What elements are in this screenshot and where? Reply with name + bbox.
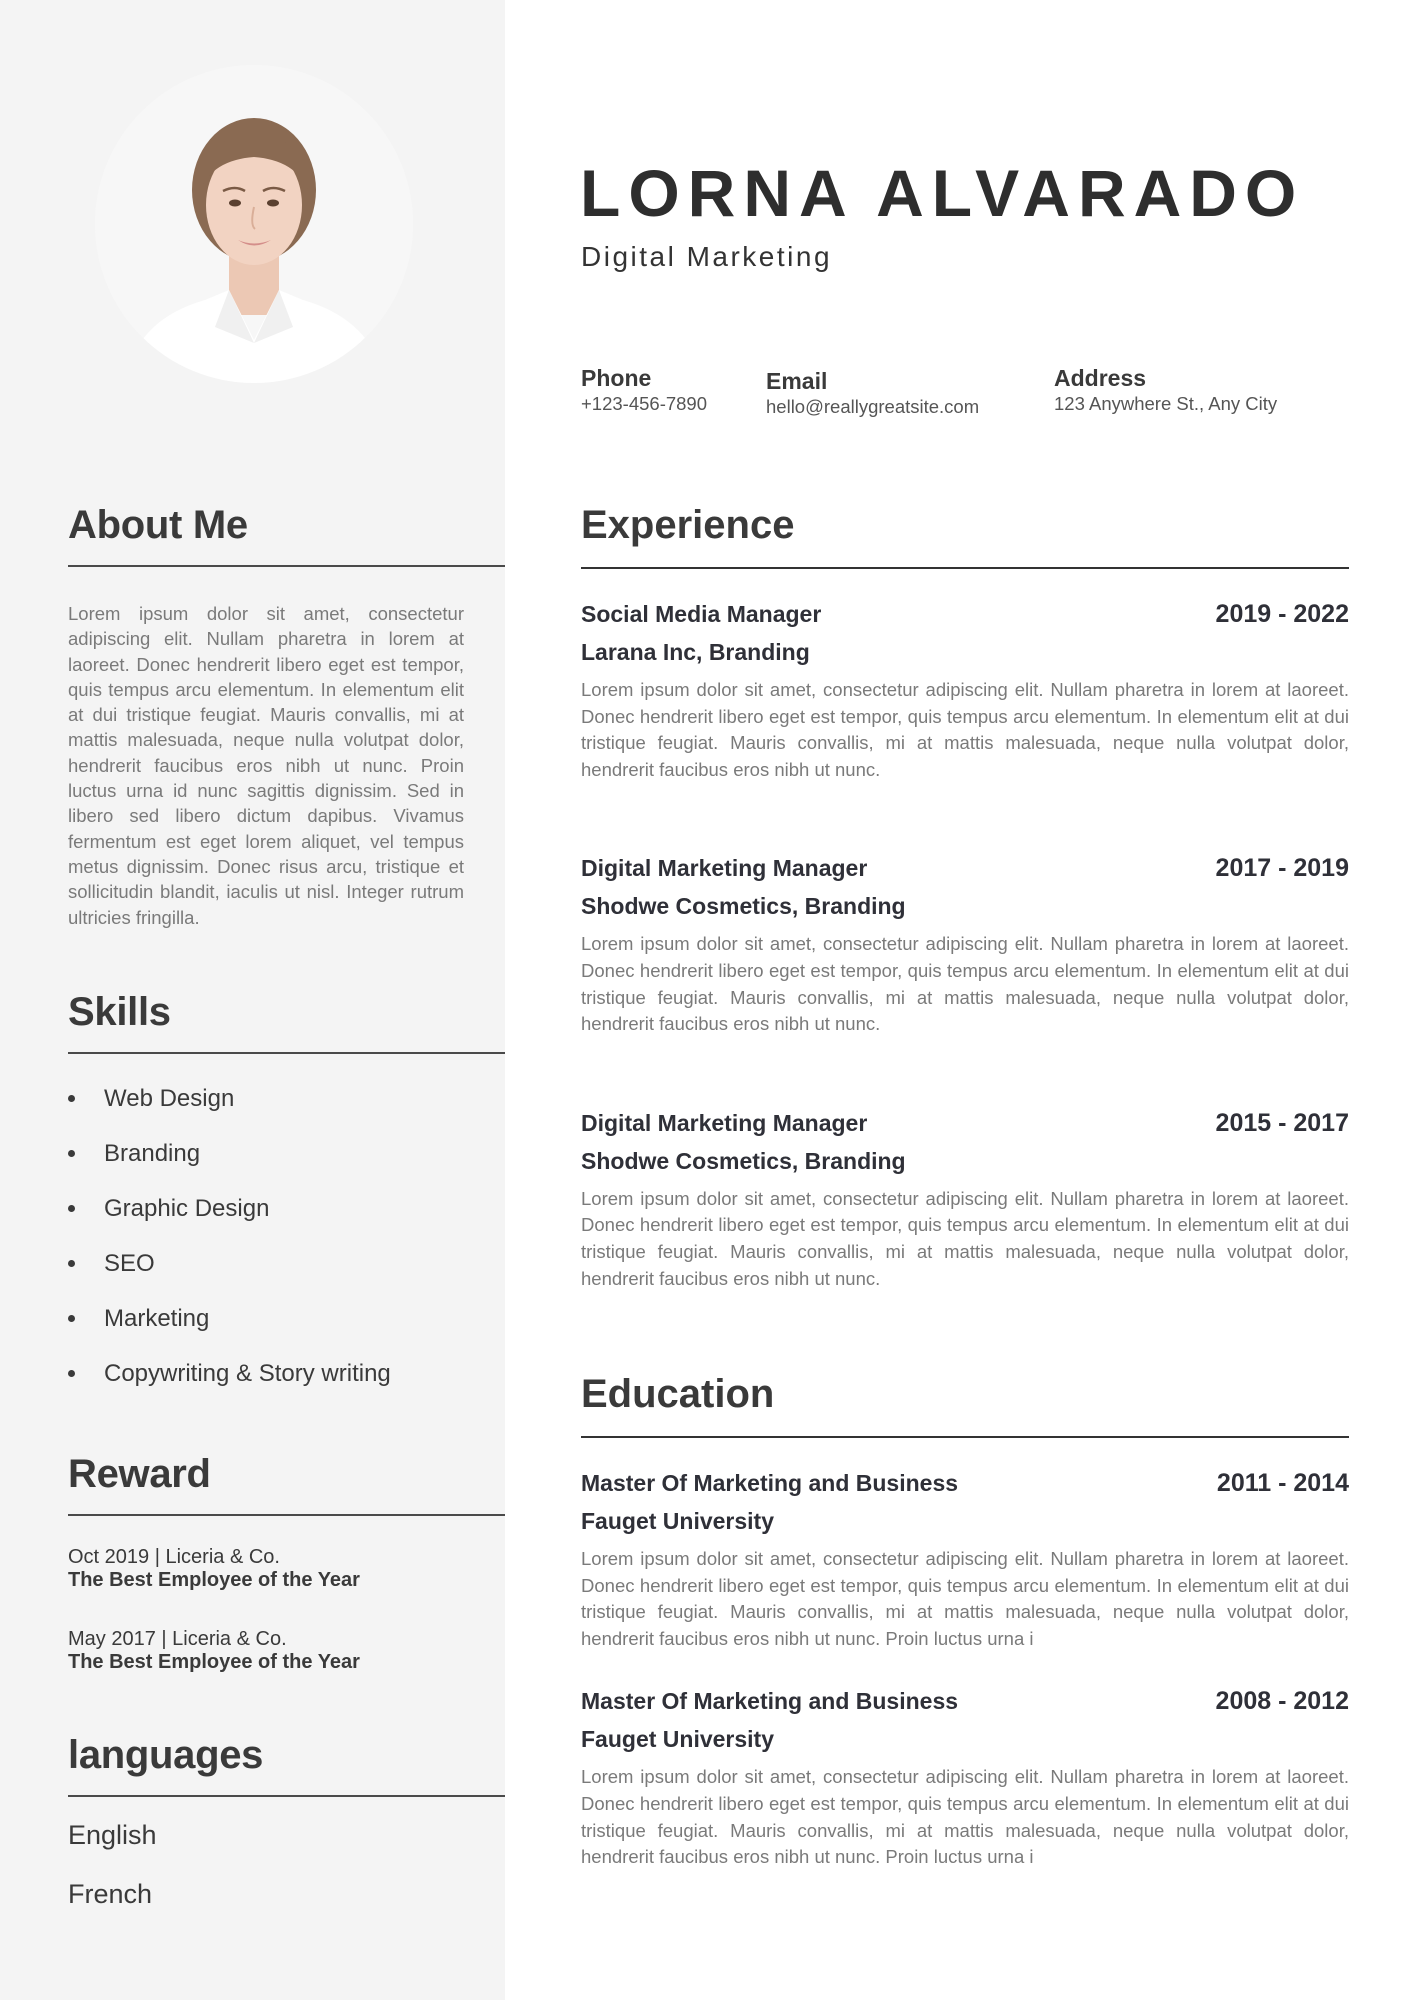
experience-entry xyxy=(581,599,1349,783)
email-label: Email xyxy=(766,368,828,394)
experience-entry xyxy=(581,853,1349,1037)
bullet-icon xyxy=(68,1150,75,1157)
profile-photo xyxy=(95,65,413,383)
skill-label: Web Design xyxy=(104,1085,235,1112)
reward-title: The Best Employee of the Year xyxy=(68,1569,360,1591)
education-entry xyxy=(581,1686,1349,1870)
entry-title: Digital Marketing Manager xyxy=(581,855,868,882)
sidebar xyxy=(0,0,505,2000)
experience-divider xyxy=(581,567,1349,569)
entry-org: Shodwe Cosmetics, Branding xyxy=(581,893,906,920)
experience-section xyxy=(581,503,1349,1292)
entry-years: 2008 - 2012 xyxy=(1215,1687,1349,1716)
address-label: Address xyxy=(1054,365,1147,391)
entry-description: Lorem ipsum dolor sit amet, consectetur adipiscing elit. Nullam pharetra in lorem at laoreet. Donec hendrerit libero eget est tempor, quis tempus arcu elementum. In elementum elit at dui tristique feugiat. Mauris convallis, mi at mattis malesuada, neque nulla volutpat dolor, hendrerit faucibus eros nibh ut nunc. xyxy=(581,679,1349,780)
bullet-icon xyxy=(68,1260,75,1267)
about-heading: About Me xyxy=(68,503,248,547)
skills-list xyxy=(68,1084,505,1414)
about-divider xyxy=(68,565,505,567)
languages-heading: languages xyxy=(68,1733,264,1777)
reward-title: The Best Employee of the Year xyxy=(68,1651,360,1673)
entry-org: Fauget University xyxy=(581,1508,774,1534)
skill-item xyxy=(68,1359,505,1414)
contact-address xyxy=(1054,364,1277,416)
reward-heading: Reward xyxy=(68,1452,211,1496)
job-role: Digital Marketing xyxy=(581,241,833,272)
skill-item xyxy=(68,1304,505,1359)
skill-label: SEO xyxy=(104,1250,155,1277)
skill-item xyxy=(68,1249,505,1304)
reward-divider xyxy=(68,1514,505,1516)
address-value: 123 Anywhere St., Any City xyxy=(1054,393,1278,414)
skill-label: Branding xyxy=(104,1140,201,1167)
experience-entry xyxy=(581,1108,1349,1292)
entry-org: Fauget University xyxy=(581,1726,774,1753)
email-value: hello@reallygreatsite.com xyxy=(766,396,980,417)
skill-item xyxy=(68,1084,505,1139)
language-item: English xyxy=(68,1820,157,1850)
education-divider xyxy=(581,1436,1349,1438)
contact-email xyxy=(766,367,979,419)
education-entry xyxy=(581,1468,1349,1652)
reward-section xyxy=(68,1452,505,1674)
bullet-icon xyxy=(68,1370,75,1377)
portrait-illustration-icon xyxy=(95,65,413,383)
skill-label: Graphic Design xyxy=(104,1195,270,1222)
entry-title: Digital Marketing Manager xyxy=(581,1109,868,1136)
entry-description: Lorem ipsum dolor sit amet, consectetur adipiscing elit. Nullam pharetra in lorem at laoreet. Donec hendrerit libero eget est tempor, quis tempus arcu elementum. In elementum elit at dui tristique feugiat. Mauris convallis, mi at mattis malesuada, neque nulla volutpat dolor, hendrerit faucibus eros nibh ut nunc. Proin luctus urna i xyxy=(581,1766,1349,1868)
bullet-icon xyxy=(68,1205,75,1212)
skill-label: Copywriting & Story writing xyxy=(104,1360,391,1387)
skill-label: Marketing xyxy=(104,1305,210,1332)
entry-description: Lorem ipsum dolor sit amet, consectetur adipiscing elit. Nullam pharetra in lorem at laoreet. Donec hendrerit libero eget est tempor, quis tempus arcu elementum. In elementum elit at dui tristique feugiat. Mauris convallis, mi at mattis malesuada, neque nulla volutpat dolor, hendrerit faucibus eros nibh ut nunc. xyxy=(581,933,1349,1035)
phone-value: +123-456-7890 xyxy=(581,393,708,414)
reward-item xyxy=(68,1546,505,1592)
languages-section xyxy=(68,1733,505,1933)
languages-divider xyxy=(68,1795,505,1797)
skills-divider xyxy=(68,1052,505,1054)
entry-org: Shodwe Cosmetics, Branding xyxy=(581,1147,906,1174)
language-item: French xyxy=(68,1879,153,1909)
education-section xyxy=(581,1372,1349,1871)
skill-item xyxy=(68,1139,505,1194)
entry-years: 2019 - 2022 xyxy=(1215,600,1349,628)
contact-phone xyxy=(581,364,707,416)
entry-org: Larana Inc, Branding xyxy=(581,639,810,665)
experience-heading: Experience xyxy=(581,503,795,547)
education-heading: Education xyxy=(581,1372,775,1416)
entry-title: Master Of Marketing and Business xyxy=(581,1688,959,1715)
entry-years: 2017 - 2019 xyxy=(1215,854,1349,883)
about-text: Lorem ipsum dolor sit amet, consectetur adipiscing elit. Nullam pharetra in lorem at laoreet. Donec hendrerit libero eget est tempor, quis tempus arcu elementum. In elementum elit at dui tristique feugiat. Mauris convallis, mi at mattis malesuada, neque nulla volutpat dolor, hendrerit faucibus eros nibh ut nunc. Proin luctus urna id nunc sagittis dignissim. Sed in libero sed libero dictum dapibus. Vivamus fermentum est eget lorem aliquet, vel tempus metus dignissim. Donec risus arcu, tristique et sollicitudin blandit, iaculis ut nisl. Integer rutrum ultricies fringilla. xyxy=(68,603,464,928)
entry-title: Master Of Marketing and Business xyxy=(581,1470,959,1496)
bullet-icon xyxy=(68,1315,75,1322)
entry-title: Social Media Manager xyxy=(581,601,822,627)
languages-list xyxy=(68,1815,505,1933)
reward-date: May 2017 | Liceria & Co. xyxy=(68,1628,287,1650)
phone-label: Phone xyxy=(581,365,652,391)
entry-years: 2015 - 2017 xyxy=(1215,1108,1349,1137)
skills-heading: Skills xyxy=(68,990,171,1034)
reward-date: Oct 2019 | Liceria & Co. xyxy=(68,1546,280,1568)
entry-years: 2011 - 2014 xyxy=(1216,1469,1349,1497)
bullet-icon xyxy=(68,1095,75,1102)
skill-item xyxy=(68,1194,505,1249)
entry-description: Lorem ipsum dolor sit amet, consectetur adipiscing elit. Nullam pharetra in lorem at laoreet. Donec hendrerit libero eget est tempor, quis tempus arcu elementum. In elementum elit at dui tristique feugiat. Mauris convallis, mi at mattis malesuada, neque nulla volutpat dolor, hendrerit faucibus eros nibh ut nunc. xyxy=(581,1187,1349,1289)
entry-description: Lorem ipsum dolor sit amet, consectetur adipiscing elit. Nullam pharetra in lorem at laoreet. Donec hendrerit libero eget est tempor, quis tempus arcu elementum. In elementum elit at dui tristique feugiat. Mauris convallis, mi at mattis malesuada, neque nulla volutpat dolor, hendrerit faucibus eros nibh ut nunc. Proin luctus urna i xyxy=(581,1548,1349,1649)
skills-section xyxy=(68,990,505,1414)
about-section xyxy=(68,503,505,930)
main-content xyxy=(505,0,1414,2000)
reward-item xyxy=(68,1628,505,1674)
person-name: LORNA ALVARADO xyxy=(580,156,1305,230)
